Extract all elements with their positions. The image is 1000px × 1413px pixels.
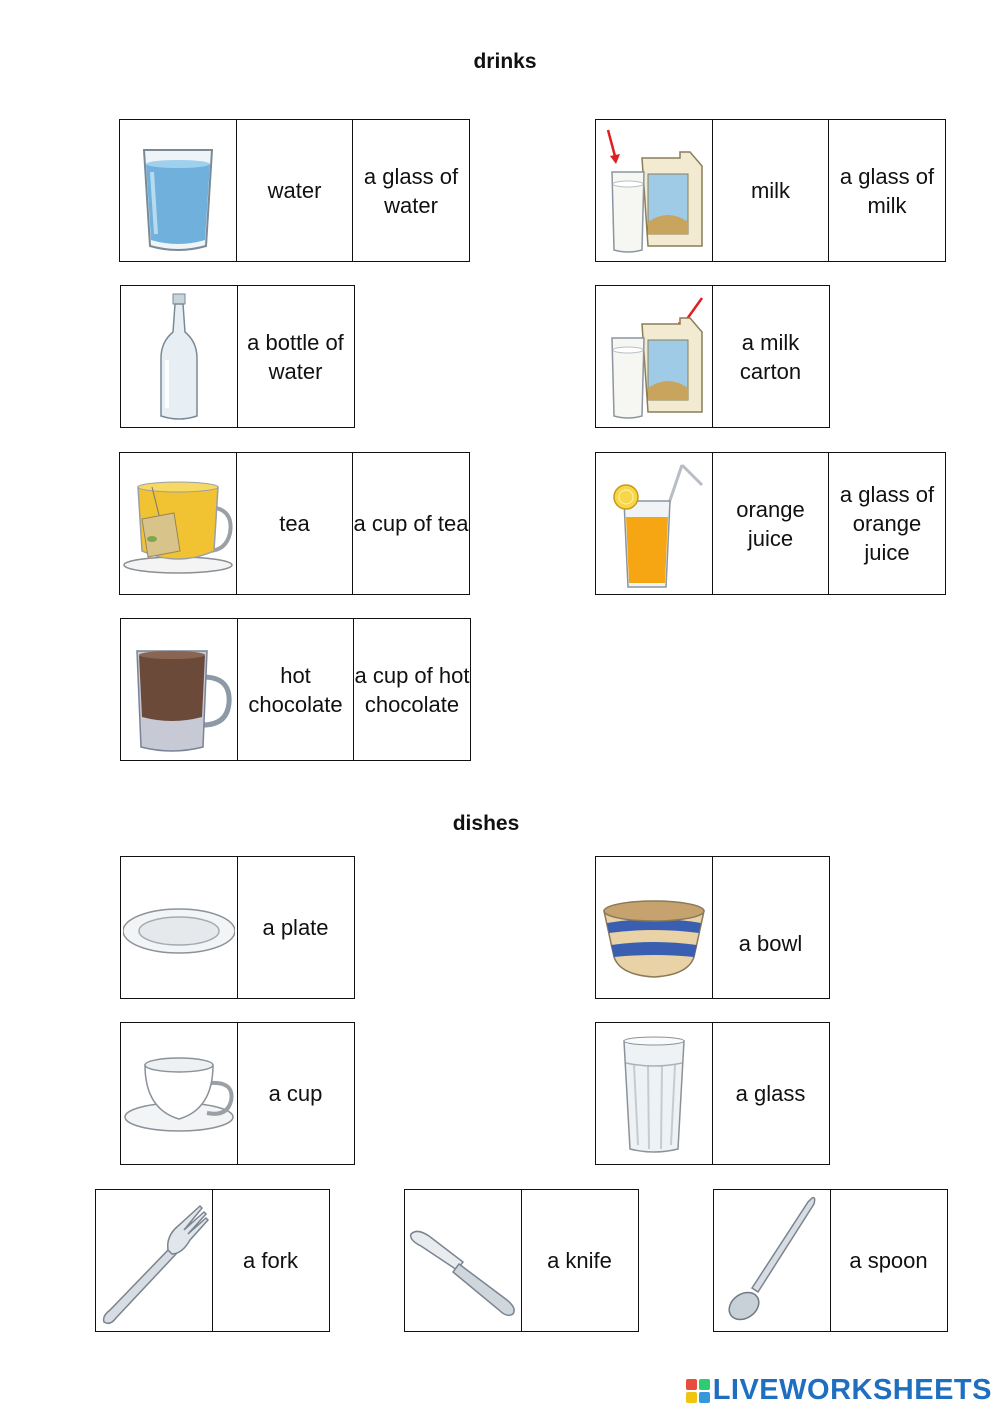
water-word: water	[236, 119, 354, 262]
water-bottle-icon	[123, 288, 235, 426]
carton-image	[595, 285, 713, 428]
chocolate-image	[120, 618, 238, 761]
plate-image	[120, 856, 238, 999]
bowl-label: a bowl	[712, 856, 830, 999]
bottle-phrase: a bottle of water	[237, 285, 355, 428]
spoon-label: a spoon	[830, 1189, 948, 1332]
juice-phrase: a glass of orange juice	[828, 452, 946, 595]
juice-image	[595, 452, 713, 595]
bowl-image	[595, 856, 713, 999]
knife-label: a knife	[521, 1189, 639, 1332]
orange-juice-icon	[598, 455, 710, 593]
spoon-icon	[716, 1192, 828, 1330]
glass-icon	[598, 1025, 710, 1163]
knife-icon	[407, 1192, 519, 1330]
drinks-heading: drinks	[473, 50, 537, 73]
card-chocolate	[120, 618, 471, 761]
card-bottle	[120, 285, 355, 428]
liveworksheets-logo	[686, 1374, 992, 1407]
fork-icon	[98, 1192, 210, 1330]
fork-image	[95, 1189, 213, 1332]
card-plate	[120, 856, 355, 999]
glass-label: a glass	[712, 1022, 830, 1165]
juice-word: orange juice	[712, 452, 830, 595]
knife-image	[404, 1189, 522, 1332]
dishes-heading: dishes	[452, 812, 520, 835]
bowl-icon	[598, 859, 710, 997]
liveworksheets-brand-text: LIVEWORKSHEETS	[712, 1374, 992, 1406]
card-cup	[120, 1022, 355, 1165]
chocolate-word: hot chocolate	[237, 618, 355, 761]
water-glass-image	[119, 119, 237, 262]
card-bowl	[595, 856, 830, 999]
plate-icon	[123, 859, 235, 997]
water-glass-icon	[122, 122, 234, 260]
card-carton	[595, 285, 830, 428]
spoon-image	[713, 1189, 831, 1332]
tea-cup-icon	[122, 455, 234, 593]
card-tea	[119, 452, 470, 595]
milk-carton-icon	[598, 288, 710, 426]
liveworksheets-logo-icon	[686, 1379, 710, 1403]
card-knife	[404, 1189, 639, 1332]
card-glass	[595, 1022, 830, 1165]
tea-word: tea	[236, 452, 354, 595]
carton-phrase: a milk carton	[712, 285, 830, 428]
hot-chocolate-mug-icon	[123, 621, 235, 759]
bottle-image	[120, 285, 238, 428]
plate-label: a plate	[237, 856, 355, 999]
tea-image	[119, 452, 237, 595]
milk-word: milk	[712, 119, 830, 262]
cup-icon	[123, 1025, 235, 1163]
milk-image	[595, 119, 713, 262]
milk-phrase: a glass of milk	[828, 119, 946, 262]
cup-image	[120, 1022, 238, 1165]
card-milk	[595, 119, 946, 262]
cup-label: a cup	[237, 1022, 355, 1165]
milk-glass-icon	[598, 122, 710, 260]
fork-label: a fork	[212, 1189, 330, 1332]
chocolate-phrase: a cup of hot chocolate	[353, 618, 471, 761]
tea-phrase: a cup of tea	[352, 452, 470, 595]
water-phrase: a glass of water	[352, 119, 470, 262]
card-spoon	[713, 1189, 948, 1332]
card-juice	[595, 452, 946, 595]
card-water	[119, 119, 470, 262]
card-fork	[95, 1189, 330, 1332]
glass-image	[595, 1022, 713, 1165]
